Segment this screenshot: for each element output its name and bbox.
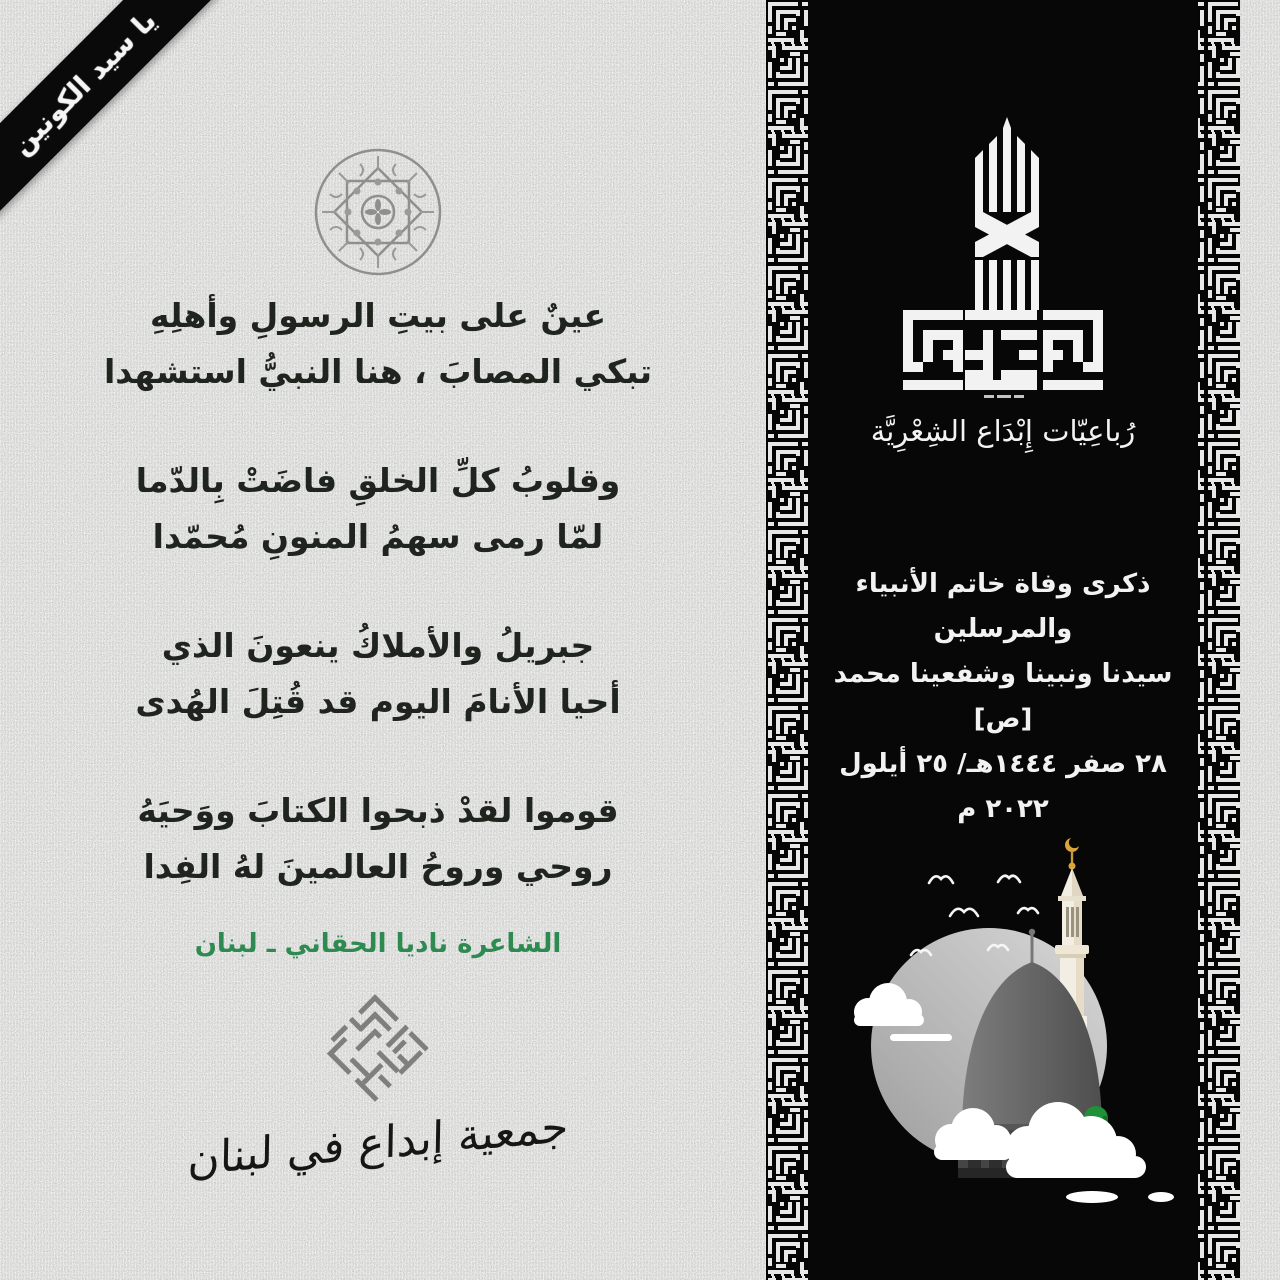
mosque-illustration (766, 720, 1240, 1280)
series-title: رُباعِيّات إِبْدَاع الشِعْرِيَّة (870, 414, 1136, 448)
kufic-tower-logo (898, 112, 1108, 402)
poem-line: وقلوبُ كلِّ الخلقِ فاضَتْ بِالدّما (135, 461, 621, 500)
poem-couplet-3 (0, 618, 756, 730)
poem-couplet-1 (0, 288, 756, 400)
poem-line: لمّا رمى سهمُ المنونِ مُحمّدا (152, 517, 604, 556)
poem-line: أحيا الأنامَ اليوم قد قُتِلَ الهُدى (135, 682, 621, 721)
black-memorial-panel (766, 0, 1240, 1280)
ribbon-calligraphy: يا سيد الكونين (5, 4, 163, 162)
occasion-line-2: سيدنا ونبينا وشفعينا محمد [ص] (833, 659, 1173, 734)
poem-couplet-4 (0, 783, 756, 895)
occasion-line-3: ٢٨ صفر ١٤٤٤هـ/ ٢٥ أيلول ٢٠٢٢ م (839, 749, 1167, 824)
poem-line: قوموا لقدْ ذبحوا الكتابَ ووَحيَهُ (137, 791, 619, 830)
poem-couplet-2 (0, 453, 756, 565)
poem-line: روحي وروحُ العالمينَ لهُ الفِدا (143, 847, 613, 886)
occasion-line-1: ذكرى وفاة خاتم الأنبياء والمرسلين (855, 569, 1151, 644)
poem-line: تبكي المصابَ ، هنا النبيُّ استشهدا (103, 352, 653, 391)
association-signature-calligraphy: جمعية إبداع في لبنان (187, 1101, 569, 1186)
poet-credit: الشاعرة ناديا الحقاني ـ لبنان (194, 929, 562, 959)
poem-line: عينٌ على بيتِ الرسولِ وأهلِهِ (149, 296, 607, 335)
medallion-flower-center (365, 199, 391, 225)
kufic-stamp-icon (313, 986, 437, 1110)
geometric-medallion-ornament (310, 144, 446, 280)
poem-line: جبريلُ والأملاكُ ينعونَ الذي (161, 626, 595, 665)
